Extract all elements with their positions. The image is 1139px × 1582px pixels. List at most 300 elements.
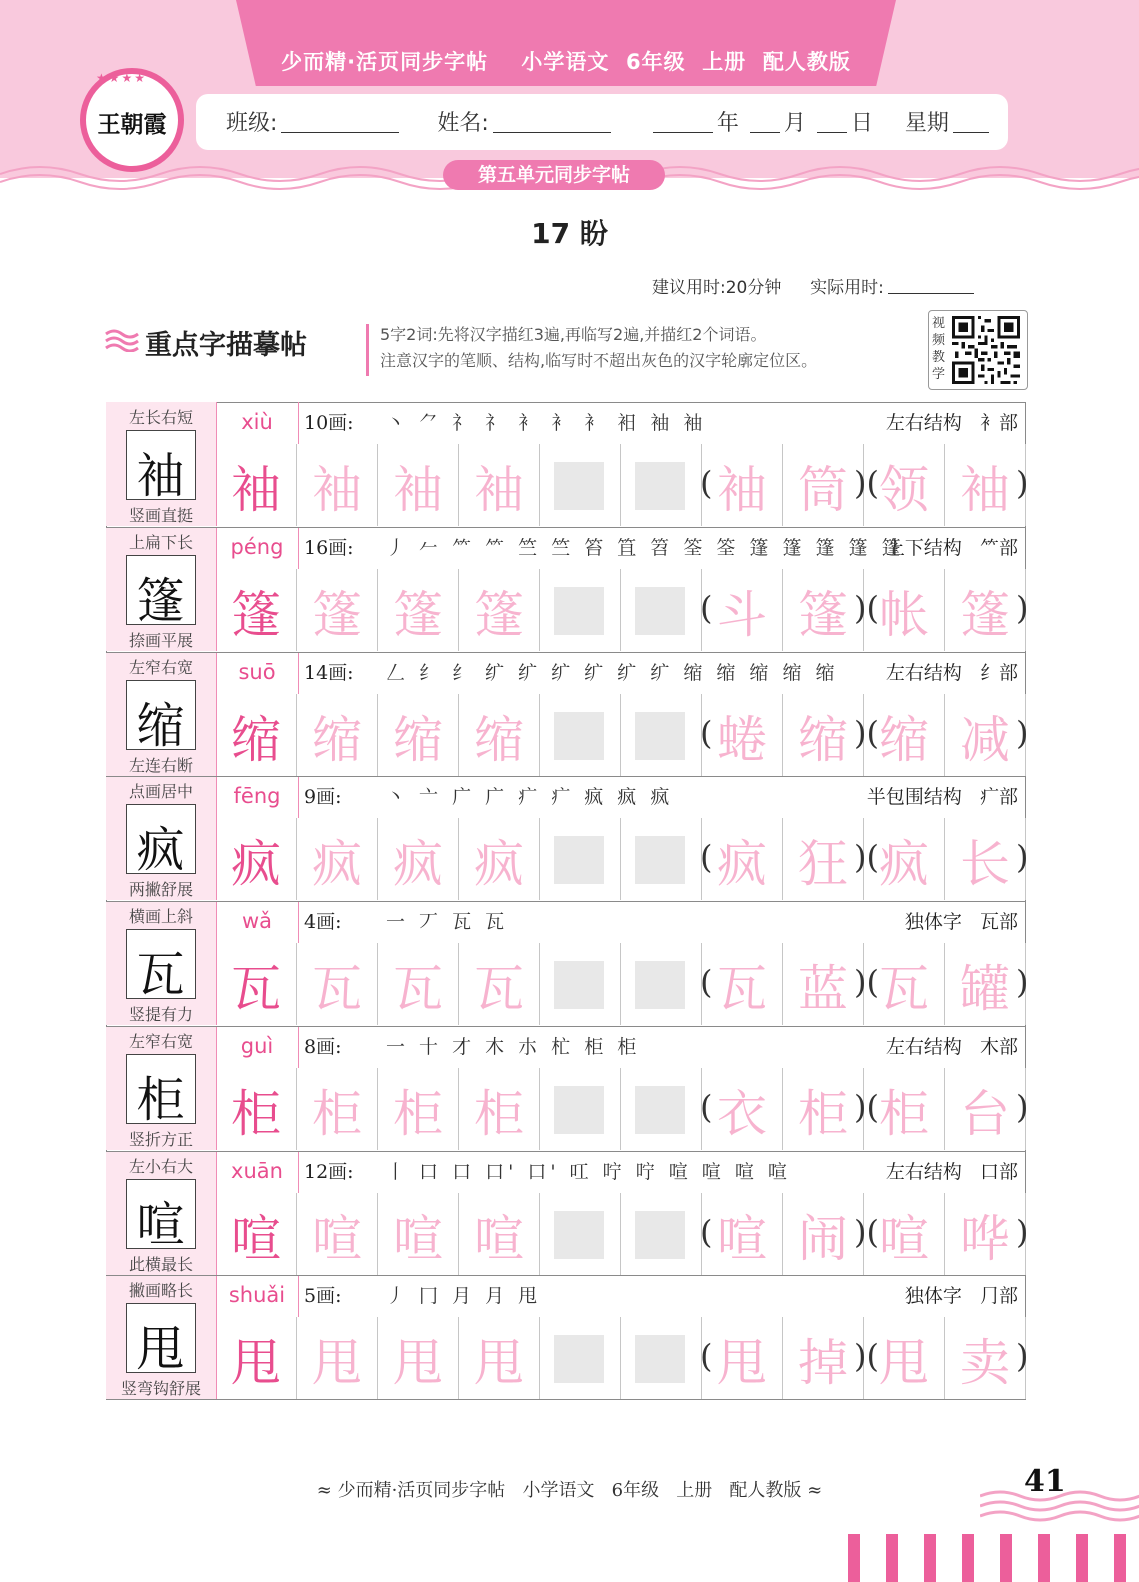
char-sidebar — [106, 527, 217, 651]
stroke-order: 丿 冂 月 月 甩 — [386, 1285, 542, 1308]
writing-cell[interactable] — [216, 1068, 297, 1150]
writing-cell[interactable] — [378, 1317, 459, 1399]
structure-radical — [818, 1026, 1018, 1068]
writing-cell[interactable] — [216, 943, 297, 1025]
writing-cell[interactable] — [459, 1068, 540, 1150]
writing-cell[interactable] — [378, 569, 459, 651]
writing-cell[interactable] — [216, 818, 297, 900]
stroke-order: 丶 亠 广 广 疒 疒 疯 疯 疯 — [386, 786, 674, 809]
structure-radical — [818, 527, 1018, 569]
model-char-box — [126, 929, 196, 1003]
structure: 独体字 — [904, 1285, 962, 1308]
qr-code-icon — [951, 316, 1021, 384]
stroke-info — [298, 1026, 1026, 1068]
writing-cell[interactable] — [297, 818, 378, 900]
writing-cell[interactable] — [945, 694, 1029, 776]
instruction-line-1: 5字2词:先将汉字描红3遍,再临写2遍,并描红2个词语。 — [380, 325, 767, 344]
trace-char: 甩 — [717, 1334, 767, 1393]
writing-cell[interactable] — [297, 569, 378, 651]
trace-char: 衣 — [717, 1084, 767, 1143]
pinyin: guì — [216, 1026, 299, 1068]
writing-cell[interactable] — [783, 818, 864, 900]
trace-char: 篷 — [960, 585, 1010, 644]
stroke-info — [298, 1151, 1026, 1193]
sample-char: 瓦 — [231, 960, 281, 1018]
name-field[interactable] — [493, 110, 611, 133]
writing-cell[interactable] — [945, 569, 1029, 651]
writing-cell[interactable] — [702, 1317, 783, 1399]
writing-cell[interactable] — [459, 818, 540, 900]
writing-cell[interactable] — [459, 943, 540, 1025]
model-char: 瓦 — [136, 947, 185, 1003]
sample-char: 喧 — [231, 1209, 281, 1268]
writing-cell[interactable] — [216, 1317, 297, 1399]
month-field[interactable] — [750, 110, 780, 133]
trace-char: 筒 — [798, 461, 848, 519]
trace-char: 缩 — [312, 710, 362, 769]
paren-close: ) — [1016, 1212, 1029, 1251]
stroke-count: 16画: — [304, 536, 354, 559]
trace-char: 帐 — [879, 585, 929, 644]
trace-char: 篷 — [393, 585, 443, 644]
radical: ⺆部 — [979, 1285, 1018, 1308]
writing-cell[interactable] — [621, 943, 702, 1025]
ghost-outline — [554, 961, 604, 1009]
tip-bottom: 此横最长 — [128, 1254, 193, 1274]
trace-char: 缩 — [393, 710, 443, 769]
radical: 纟部 — [979, 661, 1018, 684]
suggested-time: 建议用时:20分钟 — [652, 278, 782, 298]
trace-char: 卖 — [960, 1334, 1010, 1393]
writing-cell[interactable] — [378, 694, 459, 776]
writing-cells — [216, 1193, 1029, 1275]
student-info-box — [196, 94, 1008, 150]
writing-cell[interactable] — [540, 569, 621, 651]
writing-cells — [216, 943, 1029, 1025]
trace-char: 哗 — [960, 1209, 1010, 1268]
trace-char: 蓝 — [798, 960, 848, 1018]
year-label: 年 — [716, 111, 739, 136]
char-row — [106, 527, 1029, 651]
paren-close: )( — [854, 963, 879, 1001]
model-char-box — [126, 430, 196, 504]
stroke-count: 8画: — [304, 1035, 342, 1058]
writing-cell[interactable] — [378, 943, 459, 1025]
ghost-outline — [635, 1211, 685, 1259]
trace-char: 台 — [960, 1084, 1010, 1143]
paren-close: ) — [1016, 1337, 1029, 1376]
section-divider — [366, 324, 369, 376]
stroke-count: 5画: — [304, 1285, 342, 1308]
trace-char: 闹 — [798, 1209, 848, 1268]
paren-close: ) — [1016, 963, 1029, 1001]
radical: 木部 — [979, 1035, 1018, 1058]
section-title: 重点字描摹帖 — [145, 330, 307, 361]
pinyin: péng — [216, 527, 299, 569]
writing-cells — [216, 1068, 1029, 1150]
stroke-count: 4画: — [304, 911, 342, 933]
structure-radical — [818, 901, 1018, 943]
trace-char: 疯 — [312, 835, 362, 894]
trace-char: 瓦 — [474, 960, 524, 1018]
radical: ⺮部 — [979, 536, 1018, 559]
writing-cell[interactable] — [297, 943, 378, 1025]
decorative-stripes — [848, 1534, 1138, 1582]
writing-cell[interactable] — [540, 1193, 621, 1275]
trace-char: 喧 — [312, 1209, 362, 1268]
structure: 上下结构 — [885, 536, 962, 559]
writing-cells — [216, 569, 1029, 651]
writing-cell[interactable] — [297, 1317, 378, 1399]
char-sidebar — [106, 1151, 217, 1275]
row-divider — [106, 901, 1026, 902]
writing-cells — [216, 694, 1029, 776]
writing-cell[interactable] — [945, 818, 1029, 900]
trace-char: 篷 — [474, 585, 524, 644]
writing-cell[interactable] — [378, 1193, 459, 1275]
sample-char: 疯 — [231, 835, 281, 894]
ghost-outline — [635, 587, 685, 635]
paren-close: ) — [1016, 1087, 1029, 1126]
char-row — [106, 776, 1029, 900]
writing-cell[interactable] — [783, 444, 864, 526]
structure: 左右结构 — [885, 661, 962, 684]
ghost-outline — [554, 712, 604, 760]
writing-cell[interactable] — [297, 694, 378, 776]
char-sidebar — [106, 901, 217, 1025]
row-divider — [106, 1026, 1026, 1027]
model-char-box — [126, 680, 196, 754]
char-sidebar — [106, 1026, 217, 1150]
day-label: 日 — [850, 111, 873, 136]
writing-cells — [216, 444, 1029, 526]
paren-open: ( — [700, 963, 713, 1001]
writing-cells — [216, 1317, 1029, 1399]
paren-close: )( — [854, 1337, 879, 1376]
tip-top: 左窄右宽 — [128, 657, 193, 677]
lesson-title: 17 盼 — [531, 217, 608, 250]
paren-open: ( — [700, 1212, 713, 1251]
trace-char: 缩 — [798, 710, 848, 769]
row-divider — [106, 527, 1026, 528]
paren-close: ) — [1016, 588, 1029, 627]
footer-text: ≈ 少而精·活页同步字帖 小学语文 6年级 上册 配人教版 ≈ — [316, 1480, 823, 1501]
tip-bottom: 左连右断 — [128, 755, 193, 775]
writing-cell[interactable] — [216, 694, 297, 776]
stroke-info — [298, 652, 1026, 694]
ghost-outline — [554, 1086, 604, 1134]
model-char-box — [126, 1054, 196, 1128]
trace-char: 喧 — [879, 1209, 929, 1268]
stroke-count: 12画: — [304, 1160, 354, 1183]
writing-cell[interactable] — [459, 569, 540, 651]
writing-cell[interactable] — [540, 818, 621, 900]
trace-char: 喧 — [474, 1209, 524, 1268]
ghost-outline — [635, 462, 685, 510]
trace-char: 袖 — [312, 461, 362, 519]
model-char: 缩 — [136, 697, 185, 754]
char-sidebar — [106, 652, 217, 776]
trace-char: 瓦 — [879, 960, 929, 1018]
structure: 左右结构 — [885, 412, 962, 434]
trace-char: 篷 — [312, 585, 362, 644]
student-info-line — [226, 106, 993, 137]
writing-cell[interactable] — [378, 444, 459, 526]
char-row — [106, 1026, 1029, 1150]
row-divider — [106, 776, 1026, 777]
writing-cell[interactable] — [459, 1317, 540, 1399]
writing-cell[interactable] — [783, 694, 864, 776]
model-char: 柜 — [136, 1071, 185, 1128]
tip-bottom: 竖折方正 — [128, 1129, 193, 1149]
trace-char: 长 — [960, 835, 1010, 894]
writing-cell[interactable] — [945, 1193, 1029, 1275]
writing-cell[interactable] — [945, 444, 1029, 526]
tip-bottom: 竖画直挺 — [128, 506, 193, 525]
tip-top: 撇画略长 — [128, 1281, 193, 1301]
trace-char: 斗 — [717, 585, 767, 644]
wave-icon — [104, 328, 140, 352]
tip-bottom: 捺画平展 — [128, 630, 193, 650]
sample-char: 缩 — [231, 710, 281, 769]
stroke-order: 一 丆 瓦 瓦 — [386, 911, 509, 933]
writing-cell[interactable] — [459, 694, 540, 776]
stroke-info — [298, 527, 1026, 569]
ghost-outline — [554, 462, 604, 510]
stroke-info — [298, 776, 1026, 818]
writing-cell[interactable] — [216, 1193, 297, 1275]
paren-close: ) — [1016, 713, 1029, 752]
writing-cell[interactable] — [459, 1193, 540, 1275]
writing-cell[interactable] — [702, 694, 783, 776]
radical: 口部 — [979, 1160, 1018, 1183]
tip-top: 横画上斜 — [128, 907, 193, 926]
writing-cell[interactable] — [297, 1068, 378, 1150]
structure: 半包围结构 — [866, 786, 962, 809]
paren-close: )( — [854, 588, 879, 627]
trace-char: 柜 — [879, 1084, 929, 1143]
actual-time-label: 实际用时: — [810, 278, 884, 298]
structure-radical — [818, 776, 1018, 818]
writing-cell[interactable] — [783, 1068, 864, 1150]
writing-cell[interactable] — [702, 569, 783, 651]
writing-cell[interactable] — [621, 1317, 702, 1399]
writing-cell[interactable] — [459, 444, 540, 526]
trace-char: 袖 — [717, 461, 767, 519]
model-char: 甩 — [136, 1321, 185, 1378]
ghost-outline — [554, 836, 604, 884]
paren-close: )( — [854, 1212, 879, 1251]
tip-bottom: 竖提有力 — [128, 1005, 193, 1024]
stroke-info — [298, 901, 1026, 943]
footer-wave — [980, 1486, 1139, 1526]
stroke-order: 丨 口 口 口' 口' 叿 咛 咛 喧 喧 喧 喧 — [386, 1160, 791, 1183]
section-instructions — [380, 322, 817, 374]
char-sidebar — [106, 1275, 217, 1399]
writing-cells — [216, 818, 1029, 900]
ghost-outline — [635, 1335, 685, 1383]
trace-char: 狂 — [798, 835, 848, 894]
writing-cell[interactable] — [540, 943, 621, 1025]
tip-top: 左窄右宽 — [128, 1031, 193, 1051]
writing-cell[interactable] — [540, 694, 621, 776]
writing-cell[interactable] — [702, 818, 783, 900]
actual-time-field[interactable] — [888, 275, 974, 294]
day-field[interactable] — [817, 110, 847, 133]
trace-char: 疯 — [879, 835, 929, 894]
trace-char: 柜 — [312, 1084, 362, 1143]
structure: 左右结构 — [885, 1035, 962, 1058]
weekday-label: 星期 — [904, 111, 949, 136]
paren-close: )( — [854, 1087, 879, 1126]
qr-label: 视频教学 — [932, 316, 946, 382]
writing-cell[interactable] — [540, 444, 621, 526]
model-char: 袖 — [136, 448, 185, 504]
stroke-order: 一 十 才 木 朩 杧 柜 柜 — [386, 1035, 641, 1058]
ghost-outline — [554, 1211, 604, 1259]
model-char-box — [126, 555, 196, 629]
class-field[interactable] — [281, 110, 399, 133]
tip-bottom: 两撇舒展 — [128, 880, 193, 900]
writing-cell[interactable] — [621, 1193, 702, 1275]
paren-close: ) — [1016, 464, 1029, 502]
writing-cell[interactable] — [297, 444, 378, 526]
char-sidebar — [106, 402, 217, 526]
row-divider — [106, 652, 1026, 653]
writing-cell[interactable] — [783, 1317, 864, 1399]
writing-cell[interactable] — [621, 569, 702, 651]
ghost-outline — [554, 1335, 604, 1383]
ghost-outline — [635, 712, 685, 760]
writing-cell[interactable] — [783, 943, 864, 1025]
tip-top: 左小右大 — [128, 1156, 193, 1176]
weekday-field[interactable] — [953, 110, 989, 133]
stroke-count: 10画: — [304, 412, 354, 434]
writing-cell[interactable] — [783, 569, 864, 651]
trace-char: 喧 — [717, 1209, 767, 1268]
trace-char: 瓦 — [312, 960, 362, 1018]
logo-text: 王朝霞 — [97, 111, 167, 138]
structure-radical — [818, 1151, 1018, 1193]
sample-char: 柜 — [231, 1084, 281, 1143]
trace-char: 罐 — [960, 960, 1010, 1018]
trace-char: 缩 — [879, 710, 929, 769]
pinyin: xuān — [216, 1151, 299, 1193]
series-title: 少而精·活页同步字帖 小学语文 6年级 上册 配人教版 — [281, 50, 851, 74]
writing-cell[interactable] — [702, 1193, 783, 1275]
char-row — [106, 652, 1029, 776]
writing-cell[interactable] — [702, 943, 783, 1025]
paren-open: ( — [700, 588, 713, 627]
writing-cell[interactable] — [945, 1068, 1029, 1150]
instruction-line-2: 注意汉字的笔顺、结构,临写时不超出灰色的汉字轮廓定位区。 — [380, 351, 818, 370]
writing-cell[interactable] — [216, 569, 297, 651]
paren-open: ( — [700, 713, 713, 752]
trace-char: 篷 — [798, 585, 848, 644]
char-row — [106, 901, 1029, 1025]
char-row — [106, 402, 1029, 526]
writing-cell[interactable] — [297, 1193, 378, 1275]
writing-cell[interactable] — [378, 1068, 459, 1150]
trace-char: 减 — [960, 710, 1010, 769]
writing-cell[interactable] — [621, 694, 702, 776]
paren-close: )( — [854, 713, 879, 752]
trace-char: 袖 — [960, 461, 1010, 519]
class-label: 班级: — [226, 111, 278, 136]
sample-char: 篷 — [231, 585, 281, 644]
writing-cell[interactable] — [621, 818, 702, 900]
paren-open: ( — [700, 464, 713, 502]
trace-char: 袖 — [474, 461, 524, 519]
writing-cell[interactable] — [702, 444, 783, 526]
model-char: 喧 — [136, 1196, 185, 1253]
timer-line — [652, 273, 978, 298]
ghost-outline — [554, 587, 604, 635]
writing-cell[interactable] — [702, 1068, 783, 1150]
char-row — [106, 1275, 1029, 1399]
trace-char: 甩 — [474, 1334, 524, 1393]
trace-char: 甩 — [393, 1334, 443, 1393]
trace-char: 甩 — [312, 1334, 362, 1393]
tip-top: 左长右短 — [128, 408, 193, 427]
qr-code-card[interactable] — [928, 310, 1028, 390]
model-char: 篷 — [136, 572, 185, 629]
stroke-info — [298, 402, 1026, 444]
trace-char: 甩 — [879, 1334, 929, 1393]
writing-cell[interactable] — [216, 444, 297, 526]
year-field[interactable] — [653, 110, 713, 133]
writing-cell[interactable] — [540, 1068, 621, 1150]
ghost-outline — [635, 961, 685, 1009]
pinyin: shuǎi — [216, 1275, 299, 1317]
trace-char: 柜 — [474, 1084, 524, 1143]
structure-radical — [818, 1275, 1018, 1317]
trace-char: 疯 — [474, 835, 524, 894]
ghost-outline — [635, 1086, 685, 1134]
radical: 瓦部 — [979, 911, 1018, 933]
writing-cell[interactable] — [621, 1068, 702, 1150]
name-label: 姓名: — [437, 111, 489, 136]
sample-char: 甩 — [231, 1334, 281, 1393]
sample-char: 袖 — [231, 461, 281, 519]
pinyin: fēng — [216, 776, 299, 818]
char-row — [106, 1151, 1029, 1275]
writing-cell[interactable] — [540, 1317, 621, 1399]
writing-cell[interactable] — [621, 444, 702, 526]
structure-radical — [818, 652, 1018, 694]
writing-cell[interactable] — [945, 1317, 1029, 1399]
paren-open: ( — [700, 1087, 713, 1126]
tip-top: 点画居中 — [128, 782, 193, 802]
paren-close: ) — [1016, 838, 1029, 877]
structure: 独体字 — [904, 911, 962, 933]
tip-bottom: 竖弯钩舒展 — [120, 1379, 201, 1399]
writing-cell[interactable] — [783, 1193, 864, 1275]
radical: 疒部 — [979, 786, 1018, 809]
structure: 左右结构 — [885, 1160, 962, 1183]
trace-char: 袖 — [393, 461, 443, 519]
trace-char: 掉 — [798, 1334, 848, 1393]
char-sidebar — [106, 776, 217, 900]
page-number: 41 — [1024, 1464, 1066, 1499]
model-char-box — [126, 1303, 196, 1378]
logo-stars-icon: ★★★★ — [96, 71, 148, 85]
tip-top: 上扁下长 — [128, 532, 193, 552]
writing-cell[interactable] — [945, 943, 1029, 1025]
writing-cell[interactable] — [378, 818, 459, 900]
trace-char: 领 — [879, 461, 929, 519]
stroke-info — [298, 1275, 1026, 1317]
